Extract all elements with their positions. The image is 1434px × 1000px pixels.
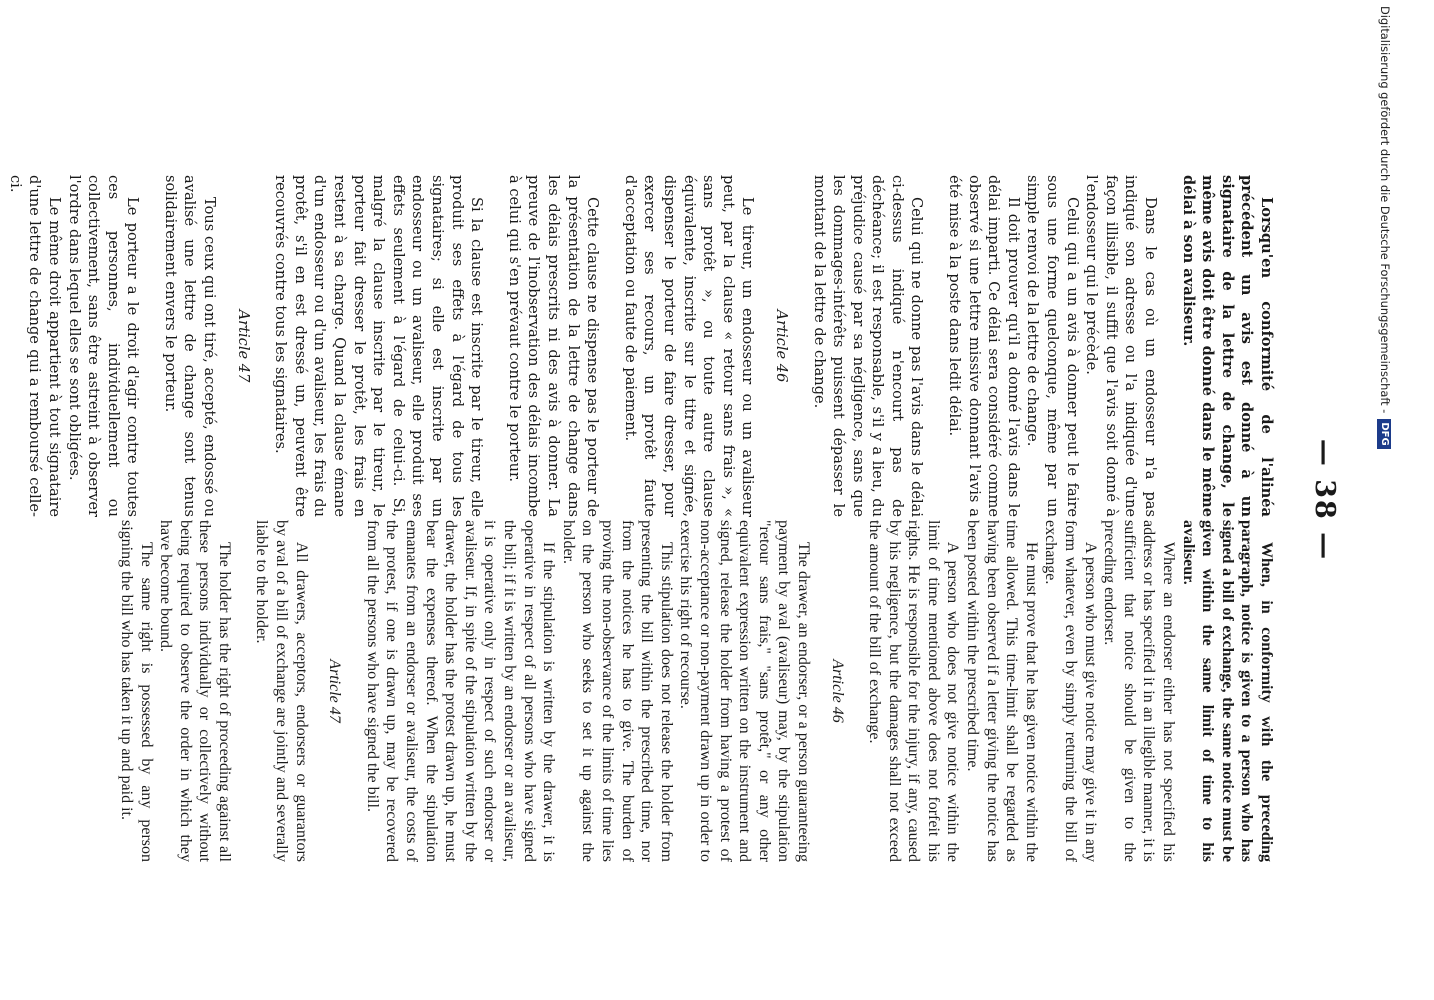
en-paragraph-9: All drawers, acceptors, endorsers or guarantors by aval of a bill of exchange are jointly and severally liable to the holder. <box>253 520 310 862</box>
en-paragraph-1: When, in conformity with the preceding paragraph, notice is given to a person who has signed a bill of exchange, the same notice must be given within the same limit of time to his avaliseur. <box>1179 520 1275 862</box>
fr-paragraph-8: Si la clause est inscrite par le tireur, elle produit ses effets à l'égard de tous les signataires; si elle est inscrite par un endosseur ou un avaliseur, elle produit ses effets seulement à l'égard de celui-ci. Si, malgré la clause inscrite par le tireur, le porteur fait dresser le protêt, les frais en restent à sa charge. Quand la clause émane d'un endosseur ou d'un avaliseur, les frais du protêt, s'il en est dressé un, peuvent être recouvrés contre tous les signataires. <box>272 175 486 517</box>
fr-paragraph-5: Celui qui ne donne pas l'avis dans le délai ci-dessus indiqué n'encourt pas de déchéance; il est responsable, s'il y a lieu, du préjudice causé par sa négligence, sans que les dommages-intérêts puissent dépasser le montant de la lettre de change. <box>810 175 926 517</box>
en-paragraph-4: He must prove that he has given notice within the time allowed. This time-limit shall be regarded as having been observed if a letter giving the notice has been posted within the prescribed time. <box>964 520 1040 862</box>
en-paragraph-8: If the stipulation is written by the drawer, it is operative in respect of all persons who have signed the bill; if it is written by an endorser or an avaliseur, it is operative only in respect of such endorser or avaliseur. If, in spite of the stipulation written by the drawer, the holder has the protest drawn up, he must bear the expenses thereof. When the stipulation emanates from an endorser or avaliseur, the costs of the protest, if one is drawn up, may be recovered from all the persons who have signed the bill. <box>363 520 558 862</box>
en-paragraph-3: A person who must give notice may give it in any form whatever, even by simply returning the bill of exchange. <box>1042 520 1099 862</box>
digitization-credit <box>1374 6 1396 996</box>
en-heading-article-46: Article 46 <box>828 659 846 723</box>
fr-paragraph-9: Tous ceux qui ont tiré, accepté, endossé ou avalisé une lettre de change sont tenus solidairement envers le porteur. <box>161 175 219 517</box>
fr-heading-article-47: Article 47 <box>234 309 252 383</box>
en-paragraph-11: The same right is possessed by any person signing the bill who has taken it up and paid it. <box>117 520 155 862</box>
fr-heading-article-46: Article 46 <box>772 309 790 383</box>
en-heading-article-47: Article 47 <box>326 659 344 723</box>
credit-text: Digitalisierung gefördert durch die Deutsche Forschungsgemeinschaft - <box>1378 6 1392 414</box>
fr-paragraph-2: Dans le cas où un endosseur n'a pas indiqué son adresse ou l'a indiquée d'une façon illisible, il suffit que l'avis soit donné à l'endosseur qui le précède. <box>1083 175 1160 517</box>
fr-paragraph-11: Le même droit appartient à tout signataire d'une lettre de change qui a remboursé celle-ci. <box>6 175 63 517</box>
page-number: — 38 — <box>1309 438 1340 562</box>
en-paragraph-6: The drawer, an endorser, or a person guaranteeing payment by aval (avaliseur) may, by the stipulation "retour sans frais," "sans protêt," or any other equivalent expression written on the instrument and signed, release the holder from having a protest of non-acceptance or non-payment drawn up in order to exercise his right of recourse. <box>677 520 812 862</box>
rotated-page <box>6 0 1362 1000</box>
english-column <box>116 520 1276 862</box>
dfg-logo-icon: DFG <box>1378 419 1392 448</box>
fr-paragraph-6: Le tireur, un endosseur ou un avaliseur peut, par la clause « retour sans frais », « sans protêt », ou toute autre clause équivalente, inscrite sur le titre et signée, dispenser le porteur de faire dresser, pour exercer ses recours, un protêt faute d'acceptation ou faute de paiement. <box>621 175 757 517</box>
fr-paragraph-4: Il doit prouver qu'il a donné l'avis dans le délai imparti. Ce délai sera considéré comme observé si une lettre missive donnant l'avis a été mise à la poste dans ledit délai. <box>946 175 1022 517</box>
fr-paragraph-3: Celui qui a un avis à donner peut le faire sous une forme quelconque, même par un simple renvoi de la lettre de change. <box>1024 175 1081 517</box>
fr-paragraph-7: Cette clause ne dispense pas le porteur de la présentation de la lettre de change dans les délais prescrits ni des avis à donner. La preuve de l'inobservation des délais incombe à celui qui s'en prévaut contre le porteur. <box>505 175 602 517</box>
en-paragraph-5: A person who does not give notice within the limit of time mentioned above does not forfeit his rights. He is responsible for the injury, if any, caused by his negligence, but the damages shall not exceed the amount of the bill of exchange. <box>866 520 962 862</box>
digitization-credit-text <box>1374 6 1396 996</box>
en-paragraph-7: This stipulation does not release the holder from presenting the bill within the prescribed time, nor from the notices he has to give. The burden of proving the non-observance of the limits of time lies on the person who seeks to set it up against the holder. <box>559 520 675 862</box>
fr-paragraph-10: Le porteur a le droit d'agir contre toutes ces personnes, individuellement ou collectivement, sans être astreint à observer l'ordre dans lequel elles se sont obligées. <box>65 175 142 517</box>
fr-paragraph-1: Lorsqu'en conformité de l'alinéa précédent un avis est donné à un signataire de la lettre de change, le même avis doit être donné dans le même délai à son avaliseur. <box>1179 175 1275 517</box>
en-paragraph-10: The holder has the right of proceeding against all these persons individually or collectively without being required to observe the order in which they have become bound. <box>157 520 233 862</box>
en-paragraph-2: Where an endorser either has not specified his address or has specified it in an illegible manner, it is sufficient that notice should be given to the preceding endorser. <box>1101 520 1178 862</box>
french-column <box>5 175 1276 517</box>
